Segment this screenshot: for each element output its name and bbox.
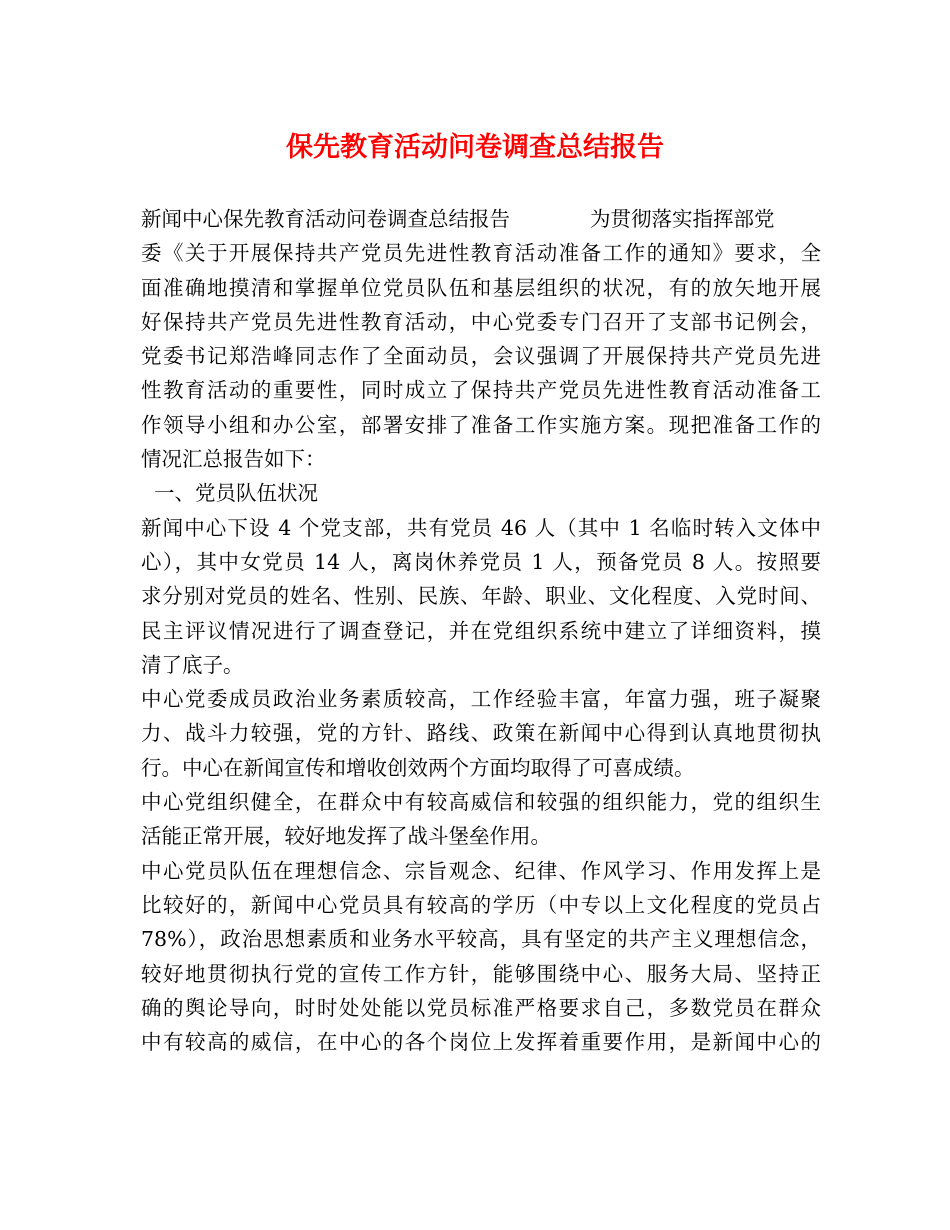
text-line: 中心党组织健全，在群众中有较高威信和较强的组织能力，党的组织生 xyxy=(141,790,821,815)
document-title: 保先教育活动问卷调查总结报告 xyxy=(286,132,664,163)
text-line: 党委书记郑浩峰同志作了全面动员，会议强调了开展保持共产党员先进 xyxy=(141,344,821,369)
text-line: 78%），政治思想素质和业务水平较高，具有坚定的共产主义理想信念， xyxy=(141,927,821,952)
text-line: 行。中心在新闻宣传和增收创效两个方面均取得了可喜成绩。 xyxy=(141,755,695,780)
text-line: 面准确地摸清和掌握单位党员队伍和基层组织的状况，有的放矢地开展 xyxy=(141,275,821,300)
text-line: 较好地贯彻执行党的宣传工作方针，能够围绕中心、服务大局、坚持正 xyxy=(141,961,821,986)
text-line: 中心党员队伍在理想信念、宗旨观念、纪律、作风学习、作用发挥上是 xyxy=(141,858,821,883)
text-line: 活能正常开展，较好地发挥了战斗堡垒作用。 xyxy=(141,824,551,849)
text-line: 求分别对党员的姓名、性别、民族、年龄、职业、文化程度、入党时间、 xyxy=(141,584,821,609)
text-line: 好保持共产党员先进性教育活动，中心党委专门召开了支部书记例会， xyxy=(141,309,821,334)
document-body xyxy=(141,202,821,1059)
text-line: 中心党委成员政治业务素质较高，工作经验丰富，年富力强，班子凝聚 xyxy=(141,687,821,712)
text-line xyxy=(141,202,821,236)
text-line: 情况汇总报告如下： xyxy=(141,447,326,472)
text-line-lead: 新闻中心保先教育活动问卷调查总结报告 xyxy=(141,207,510,231)
text-line-tail: 为贯彻落实指挥部党 xyxy=(590,207,775,231)
text-line: 中有较高的威信，在中心的各个岗位上发挥着重要作用，是新闻中心的 xyxy=(141,1030,821,1055)
text-line: 比较好的，新闻中心党员具有较高的学历（中专以上文化程度的党员占 xyxy=(141,892,821,917)
text-line: 委《关于开展保持共产党员先进性教育活动准备工作的通知》要求，全 xyxy=(141,241,821,266)
section-heading: 一、党员队伍状况 xyxy=(141,481,319,506)
text-line: 力、战斗力较强，党的方针、路线、政策在新闻中心得到认真地贯彻执 xyxy=(141,721,821,746)
text-line: 作领导小组和办公室，部署安排了准备工作实施方案。现把准备工作的 xyxy=(141,412,821,437)
text-line: 心），其中女党员 14 人，离岗休养党员 1 人，预备党员 8 人。按照要 xyxy=(141,549,821,574)
text-line: 清了底子。 xyxy=(141,652,244,677)
text-line: 性教育活动的重要性，同时成立了保持共产党员先进性教育活动准备工 xyxy=(141,378,821,403)
text-line: 新闻中心下设 4 个党支部，共有党员 46 人（其中 1 名临时转入文体中 xyxy=(141,515,821,540)
text-line: 确的舆论导向，时时处处能以党员标准严格要求自己，多数党员在群众 xyxy=(141,995,821,1020)
text-line: 民主评议情况进行了调查登记，并在党组织系统中建立了详细资料，摸 xyxy=(141,618,821,643)
